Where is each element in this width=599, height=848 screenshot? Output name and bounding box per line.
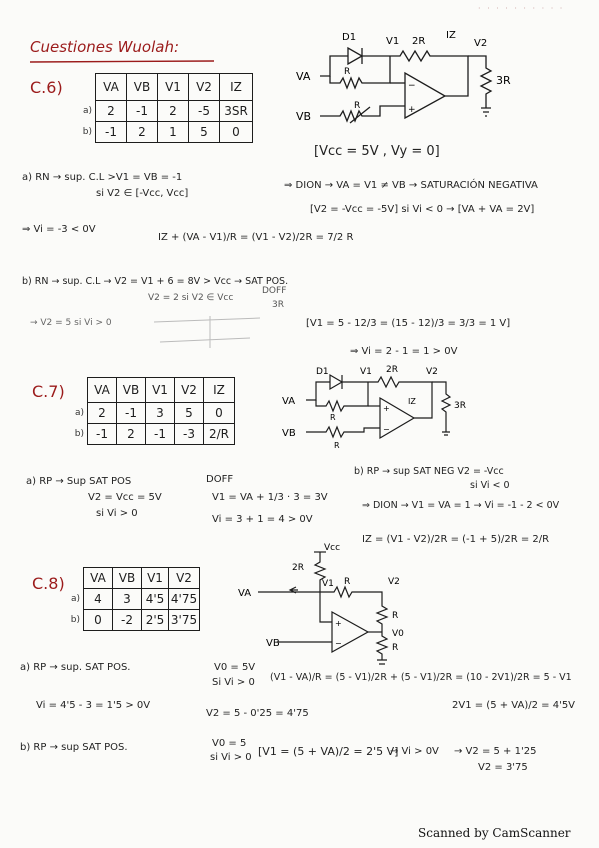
- q6-cell: -1: [127, 101, 158, 122]
- q6-circuit-r3: 3R: [496, 74, 511, 87]
- q6-a-line4: [V2 = -Vcc = -5V] si Vi < 0 → [VA + VA = 2V]: [310, 204, 535, 215]
- q7-header: V1: [146, 378, 175, 403]
- q6-a-line6: IZ + (VA - V1)/R = (V1 - V2)/2R = 7/2 R: [158, 232, 354, 243]
- q8-a-line6: Vi = 4'5 - 3 = 1'5 > 0V: [36, 700, 151, 711]
- q6-b-line2: V2 = 2 si V2 ∈ Vcc: [148, 293, 234, 303]
- q8-header: VA: [84, 568, 113, 589]
- q6-circuit-v2: V2: [474, 38, 488, 49]
- q8-cell: 4: [84, 589, 113, 610]
- q7-header: V2: [175, 378, 204, 403]
- q7-b-line4: IZ = (V1 - V2)/2R = (-1 + 5)/2R = 2/R: [362, 534, 550, 545]
- q7-circuit-r1: R: [330, 413, 336, 422]
- q6-table: [70, 73, 253, 143]
- q7-header: VB: [117, 378, 146, 403]
- q8-header: V2: [169, 568, 200, 589]
- q7-cell: 3: [146, 403, 175, 424]
- q6-header: V1: [158, 74, 189, 101]
- q6-a-line5: ⇒ Vi = -3 < 0V: [22, 224, 96, 235]
- q8-circuit-va: VA: [238, 588, 252, 599]
- q7-circuit-iz: IZ: [408, 397, 416, 406]
- q8-cell: 0: [84, 610, 113, 631]
- q6-b-line7: ⇒ Vi = 2 - 1 = 1 > 0V: [350, 346, 458, 357]
- q7-cell: -1: [146, 424, 175, 445]
- q6-cell: 2: [96, 101, 127, 122]
- q6-circuit: [290, 18, 530, 138]
- q8-b-line4: [V1 = (5 + VA)/2 = 2'5 V]: [258, 745, 399, 758]
- q7-circuit-va: VA: [282, 396, 296, 407]
- svg-text:+: +: [335, 619, 342, 628]
- q8-row-label: b): [70, 615, 80, 625]
- q6-header: V2: [189, 74, 220, 101]
- q6-row-label: a): [82, 106, 92, 116]
- q7-b-line3: ⇒ DION → V1 = VA = 1 → Vi = -1 - 2 < 0V: [362, 500, 560, 511]
- q7-header: VA: [88, 378, 117, 403]
- q7-cell: -1: [88, 424, 117, 445]
- scanner-watermark: Scanned by CamScanner: [418, 826, 571, 840]
- q7-circuit-r-b: R: [334, 441, 340, 450]
- q8-circuit-r: R: [344, 577, 351, 587]
- q6-circuit-r1: R: [344, 67, 351, 77]
- scan-corner-marks: · · · · · · · · · ·: [478, 4, 565, 13]
- q8-b-line3: si Vi > 0: [210, 752, 252, 763]
- q7-b-line1: b) RP → sup SAT NEG V2 = -Vcc: [354, 466, 504, 477]
- q8-circuit-r-b: R: [392, 643, 399, 653]
- q7-header: IZ: [204, 378, 235, 403]
- q6-b-line4: 3R: [272, 300, 284, 310]
- q6-circuit-iz: IZ: [446, 30, 456, 41]
- q8-circuit: [238, 540, 438, 670]
- svg-text:−: −: [383, 425, 390, 434]
- q8-b-line2: V0 = 5: [212, 738, 247, 749]
- q6-cell: -1: [96, 122, 127, 143]
- q6-circuit-r-b: R: [354, 101, 361, 111]
- q8-circuit-v1: V1: [322, 579, 334, 589]
- q7-circuit-d1: D1: [316, 367, 329, 377]
- q7-cell: -1: [117, 403, 146, 424]
- q7-a-line6: Vi = 3 + 1 = 4 > 0V: [212, 514, 313, 525]
- q6-conditions: [Vcc = 5V , Vy = 0]: [314, 144, 440, 159]
- q7-a-line1: a) RP → Sup SAT POS: [26, 476, 132, 487]
- q6-cell: -5: [189, 101, 220, 122]
- q6-circuit-r2: 2R: [412, 36, 426, 47]
- q6-a-line2: si V2 ∈ [-Vcc, Vcc]: [96, 188, 189, 199]
- q7-label: C.7): [32, 382, 65, 401]
- q6-cell: 0: [220, 122, 253, 143]
- q8-circuit-vcc: Vcc: [324, 543, 341, 553]
- q7-cell: 2: [117, 424, 146, 445]
- q7-cell: 0: [204, 403, 235, 424]
- q8-table: [58, 567, 200, 631]
- q7-b-line2: si Vi < 0: [470, 480, 510, 491]
- q7-circuit-vb: VB: [282, 428, 296, 439]
- q8-a-line5: 2V1 = (5 + VA)/2 = 4'5V: [452, 700, 576, 711]
- q8-circuit-r-a: R: [392, 611, 399, 621]
- q7-circuit-v1: V1: [360, 367, 372, 377]
- q8-b-line5: → Vi > 0V: [390, 746, 439, 757]
- q8-label: C.8): [32, 574, 65, 593]
- q6-cell: 2: [127, 122, 158, 143]
- q6-a-line3: ⇒ DION → VA = V1 ≠ VB → SATURACIÓN NEGATIVA: [284, 180, 538, 191]
- q7-a-line3: si Vi > 0: [96, 508, 138, 519]
- q6-cell: 2: [158, 101, 189, 122]
- q6-b-line1: b) RN → sup. C.L → V2 = V1 + 6 = 8V > Vcc → SAT POS.: [22, 276, 289, 287]
- q6-header: VB: [127, 74, 158, 101]
- q7-row-label: b): [74, 429, 84, 439]
- q6-header: VA: [96, 74, 127, 101]
- q8-a-line3: Si Vi > 0: [212, 677, 255, 688]
- q6-b-line5: → V2 = 5 si Vi > 0: [30, 318, 112, 328]
- q7-a-line4: DOFF: [206, 474, 234, 485]
- q8-cell: -2: [113, 610, 142, 631]
- q7-a-line5: V1 = VA + 1/3 · 3 = 3V: [212, 492, 328, 503]
- q8-header: V1: [142, 568, 169, 589]
- q8-b-line1: b) RP → sup SAT POS.: [20, 742, 128, 753]
- q6-cell: 3SR: [220, 101, 253, 122]
- q8-cell: 2'5: [142, 610, 169, 631]
- q7-cell: 5: [175, 403, 204, 424]
- q8-cell: 4'75: [169, 589, 200, 610]
- page-title: Cuestiones Wuolah:: [30, 38, 180, 56]
- q8-a-line1: a) RP → sup. SAT POS.: [20, 662, 131, 673]
- q6-circuit-v1: V1: [386, 36, 400, 47]
- q8-b-line7: V2 = 3'75: [478, 762, 528, 773]
- q7-table: [62, 377, 235, 445]
- q8-circuit-v2: V2: [388, 577, 400, 587]
- q6-cell: 5: [189, 122, 220, 143]
- q6-circuit-d1: D1: [342, 32, 357, 43]
- q8-cell: 4'5: [142, 589, 169, 610]
- q8-a-line4: (V1 - VA)/R = (5 - V1)/2R + (5 - V1)/2R = (10 - 2V1)/2R = 5 - V1: [270, 672, 572, 683]
- svg-text:+: +: [408, 105, 416, 115]
- q6-a-line1: a) RN → sup. C.L >V1 = VB = -1: [22, 172, 183, 183]
- q8-cell: 3: [113, 589, 142, 610]
- q6-circuit-va: VA: [296, 70, 311, 83]
- q6-label: C.6): [30, 78, 63, 97]
- q6-header: IZ: [220, 74, 253, 101]
- q8-circuit-v0: V0: [392, 629, 404, 639]
- svg-text:+: +: [383, 404, 390, 413]
- q7-circuit: [282, 360, 482, 452]
- q8-a-line7: V2 = 5 - 0'25 = 4'75: [206, 708, 309, 719]
- q7-circuit-r3: 3R: [454, 401, 466, 411]
- q8-b-line6: → V2 = 5 + 1'25: [454, 746, 537, 757]
- q8-header: VB: [113, 568, 142, 589]
- q6-scratch-marks: [150, 312, 270, 352]
- q7-cell: -3: [175, 424, 204, 445]
- q6-b-line3: DOFF: [262, 286, 287, 296]
- q7-circuit-r2: 2R: [386, 365, 398, 375]
- q8-cell: 3'75: [169, 610, 200, 631]
- svg-text:−: −: [335, 639, 342, 648]
- q6-b-line6: [V1 = 5 - 12/3 = (15 - 12)/3 = 3/3 = 1 V]: [306, 318, 511, 329]
- q8-circuit-vb: VB: [266, 638, 280, 649]
- q7-row-label: a): [74, 408, 84, 418]
- q7-a-line2: V2 = Vcc = 5V: [88, 492, 162, 503]
- q7-cell: 2: [88, 403, 117, 424]
- q7-circuit-v2: V2: [426, 367, 438, 377]
- title-underline: [28, 58, 218, 66]
- svg-text:−: −: [408, 81, 416, 91]
- q6-cell: 1: [158, 122, 189, 143]
- q8-row-label: a): [70, 594, 80, 604]
- q6-row-label: b): [82, 127, 92, 137]
- q8-a-line2: V0 = 5V: [214, 662, 256, 673]
- q6-circuit-vb: VB: [296, 110, 312, 123]
- q8-circuit-r2: 2R: [292, 563, 304, 573]
- q7-cell: 2/R: [204, 424, 235, 445]
